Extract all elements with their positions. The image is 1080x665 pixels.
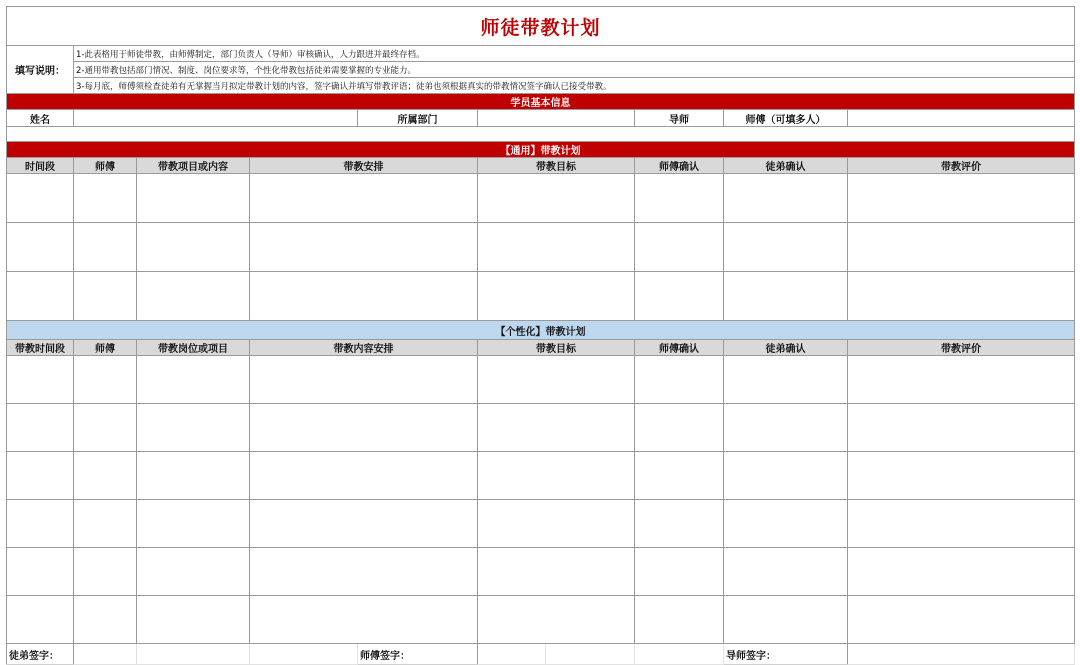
table-row bbox=[7, 174, 1075, 223]
cell[interactable] bbox=[848, 548, 1075, 596]
cell[interactable] bbox=[7, 548, 74, 596]
cell[interactable] bbox=[478, 596, 635, 644]
cell[interactable] bbox=[478, 404, 635, 452]
mentor-label: 导师 bbox=[635, 110, 724, 127]
cell[interactable] bbox=[478, 548, 635, 596]
col-apprentice-confirm: 徒弟确认 bbox=[724, 158, 848, 174]
cell[interactable] bbox=[137, 500, 250, 548]
col-apprentice-confirm: 徒弟确认 bbox=[724, 340, 848, 356]
cell[interactable] bbox=[250, 596, 478, 644]
cell[interactable] bbox=[724, 500, 848, 548]
signature-row bbox=[7, 644, 1075, 665]
table-row bbox=[7, 356, 1075, 404]
master-signature-field[interactable] bbox=[478, 644, 546, 665]
cell[interactable] bbox=[848, 452, 1075, 500]
cell[interactable] bbox=[635, 500, 724, 548]
cell[interactable] bbox=[848, 404, 1075, 452]
cell[interactable] bbox=[635, 223, 724, 272]
cell[interactable] bbox=[74, 223, 137, 272]
cell[interactable] bbox=[7, 596, 74, 644]
instruction-line-1: 1-此表格用于师徒带教，由师傅制定，部门负责人（导师）审核确认，人力跟进并最终存档。 bbox=[74, 46, 1075, 62]
cell[interactable] bbox=[848, 174, 1075, 223]
name-field[interactable] bbox=[74, 110, 358, 127]
cell[interactable] bbox=[848, 356, 1075, 404]
cell[interactable] bbox=[635, 452, 724, 500]
cell[interactable] bbox=[7, 500, 74, 548]
table-row bbox=[7, 500, 1075, 548]
cell[interactable] bbox=[848, 272, 1075, 321]
cell[interactable] bbox=[7, 272, 74, 321]
cell[interactable] bbox=[478, 452, 635, 500]
table-row bbox=[7, 596, 1075, 644]
col-goal: 带教目标 bbox=[478, 158, 635, 174]
cell[interactable] bbox=[74, 174, 137, 223]
col-period: 带教时间段 bbox=[7, 340, 74, 356]
dept-field[interactable] bbox=[478, 110, 635, 127]
cell[interactable] bbox=[7, 452, 74, 500]
master-signature-label: 师傅签字： bbox=[358, 644, 478, 665]
cell[interactable] bbox=[250, 404, 478, 452]
col-goal: 带教目标 bbox=[478, 340, 635, 356]
general-plan-header: 【通用】带教计划 bbox=[7, 142, 1075, 158]
table-row bbox=[7, 452, 1075, 500]
basic-info-header: 学员基本信息 bbox=[7, 94, 1075, 110]
cell[interactable] bbox=[137, 548, 250, 596]
master-field[interactable] bbox=[848, 110, 1075, 127]
personal-plan-columns bbox=[7, 340, 1075, 356]
cell[interactable] bbox=[848, 500, 1075, 548]
cell[interactable] bbox=[7, 223, 74, 272]
cell[interactable] bbox=[635, 548, 724, 596]
instruction-line-3: 3-每月底，师傅须检查徒弟有无掌握当月拟定带教计划的内容，签字确认并填写带教评语；徒弟也须根据真实的带教情况签字确认已接受带教。 bbox=[74, 78, 1075, 94]
col-evaluation: 带教评价 bbox=[848, 158, 1075, 174]
cell[interactable] bbox=[74, 548, 137, 596]
cell[interactable] bbox=[74, 356, 137, 404]
table-row bbox=[7, 548, 1075, 596]
col-period: 时间段 bbox=[7, 158, 74, 174]
col-arrangement: 带教安排 bbox=[250, 158, 478, 174]
cell[interactable] bbox=[478, 500, 635, 548]
col-item: 带教项目或内容 bbox=[137, 158, 250, 174]
cell[interactable] bbox=[137, 272, 250, 321]
col-master: 师傅 bbox=[74, 158, 137, 174]
cell[interactable] bbox=[137, 404, 250, 452]
mentor-signature-field[interactable] bbox=[848, 644, 1075, 665]
apprentice-signature-field[interactable] bbox=[74, 644, 137, 665]
cell[interactable] bbox=[7, 174, 74, 223]
col-position: 带教岗位或项目 bbox=[137, 340, 250, 356]
table-row bbox=[7, 272, 1075, 321]
cell[interactable] bbox=[724, 452, 848, 500]
dept-label: 所属部门 bbox=[358, 110, 478, 127]
blank-cell bbox=[546, 644, 635, 665]
cell[interactable] bbox=[137, 356, 250, 404]
cell[interactable] bbox=[848, 223, 1075, 272]
col-content: 带教内容安排 bbox=[250, 340, 478, 356]
cell[interactable] bbox=[74, 452, 137, 500]
mentor-signature-label: 导师签字： bbox=[724, 644, 848, 665]
blank-cell bbox=[635, 644, 724, 665]
cell[interactable] bbox=[7, 404, 74, 452]
cell[interactable] bbox=[478, 223, 635, 272]
cell[interactable] bbox=[250, 272, 478, 321]
cell[interactable] bbox=[724, 272, 848, 321]
table-row bbox=[7, 223, 1075, 272]
cell[interactable] bbox=[724, 404, 848, 452]
cell[interactable] bbox=[635, 272, 724, 321]
cell[interactable] bbox=[250, 452, 478, 500]
cell[interactable] bbox=[478, 174, 635, 223]
cell[interactable] bbox=[635, 404, 724, 452]
col-master: 师傅 bbox=[74, 340, 137, 356]
cell[interactable] bbox=[74, 272, 137, 321]
instruction-line-2: 2-通用带教包括部门情况、制度、岗位要求等，个性化带教包括徒弟需要掌握的专业能力。 bbox=[74, 62, 1075, 78]
cell[interactable] bbox=[137, 223, 250, 272]
col-master-confirm: 师傅确认 bbox=[635, 158, 724, 174]
cell[interactable] bbox=[250, 500, 478, 548]
cell[interactable] bbox=[74, 596, 137, 644]
cell[interactable] bbox=[250, 174, 478, 223]
cell[interactable] bbox=[478, 272, 635, 321]
instructions-label: 填写说明： bbox=[7, 46, 74, 94]
cell[interactable] bbox=[250, 356, 478, 404]
name-label: 姓名 bbox=[7, 110, 74, 127]
col-master-confirm: 师傅确认 bbox=[635, 340, 724, 356]
master-label: 师傅（可填多人） bbox=[724, 110, 848, 127]
blank-cell bbox=[250, 644, 358, 665]
cell[interactable] bbox=[137, 174, 250, 223]
cell[interactable] bbox=[724, 223, 848, 272]
cell[interactable] bbox=[724, 596, 848, 644]
cell[interactable] bbox=[724, 548, 848, 596]
table-row bbox=[7, 404, 1075, 452]
personal-plan-header: 【个性化】带教计划 bbox=[7, 321, 1075, 340]
cell[interactable] bbox=[848, 596, 1075, 644]
apprentice-signature-label: 徒弟签字： bbox=[7, 644, 74, 665]
cell[interactable] bbox=[478, 356, 635, 404]
cell[interactable] bbox=[250, 548, 478, 596]
cell[interactable] bbox=[724, 356, 848, 404]
general-plan-columns bbox=[7, 158, 1075, 174]
blank-cell bbox=[137, 644, 250, 665]
cell[interactable] bbox=[250, 223, 478, 272]
plan-table bbox=[6, 6, 1075, 665]
cell[interactable] bbox=[74, 500, 137, 548]
cell[interactable] bbox=[635, 174, 724, 223]
spacer-row bbox=[7, 127, 1075, 142]
cell[interactable] bbox=[724, 174, 848, 223]
mentoring-plan-sheet bbox=[6, 6, 1074, 665]
cell[interactable] bbox=[137, 596, 250, 644]
cell[interactable] bbox=[635, 356, 724, 404]
cell[interactable] bbox=[137, 452, 250, 500]
page-title: 师徒带教计划 bbox=[7, 7, 1075, 46]
cell[interactable] bbox=[7, 356, 74, 404]
cell[interactable] bbox=[74, 404, 137, 452]
col-evaluation: 带教评价 bbox=[848, 340, 1075, 356]
cell[interactable] bbox=[635, 596, 724, 644]
